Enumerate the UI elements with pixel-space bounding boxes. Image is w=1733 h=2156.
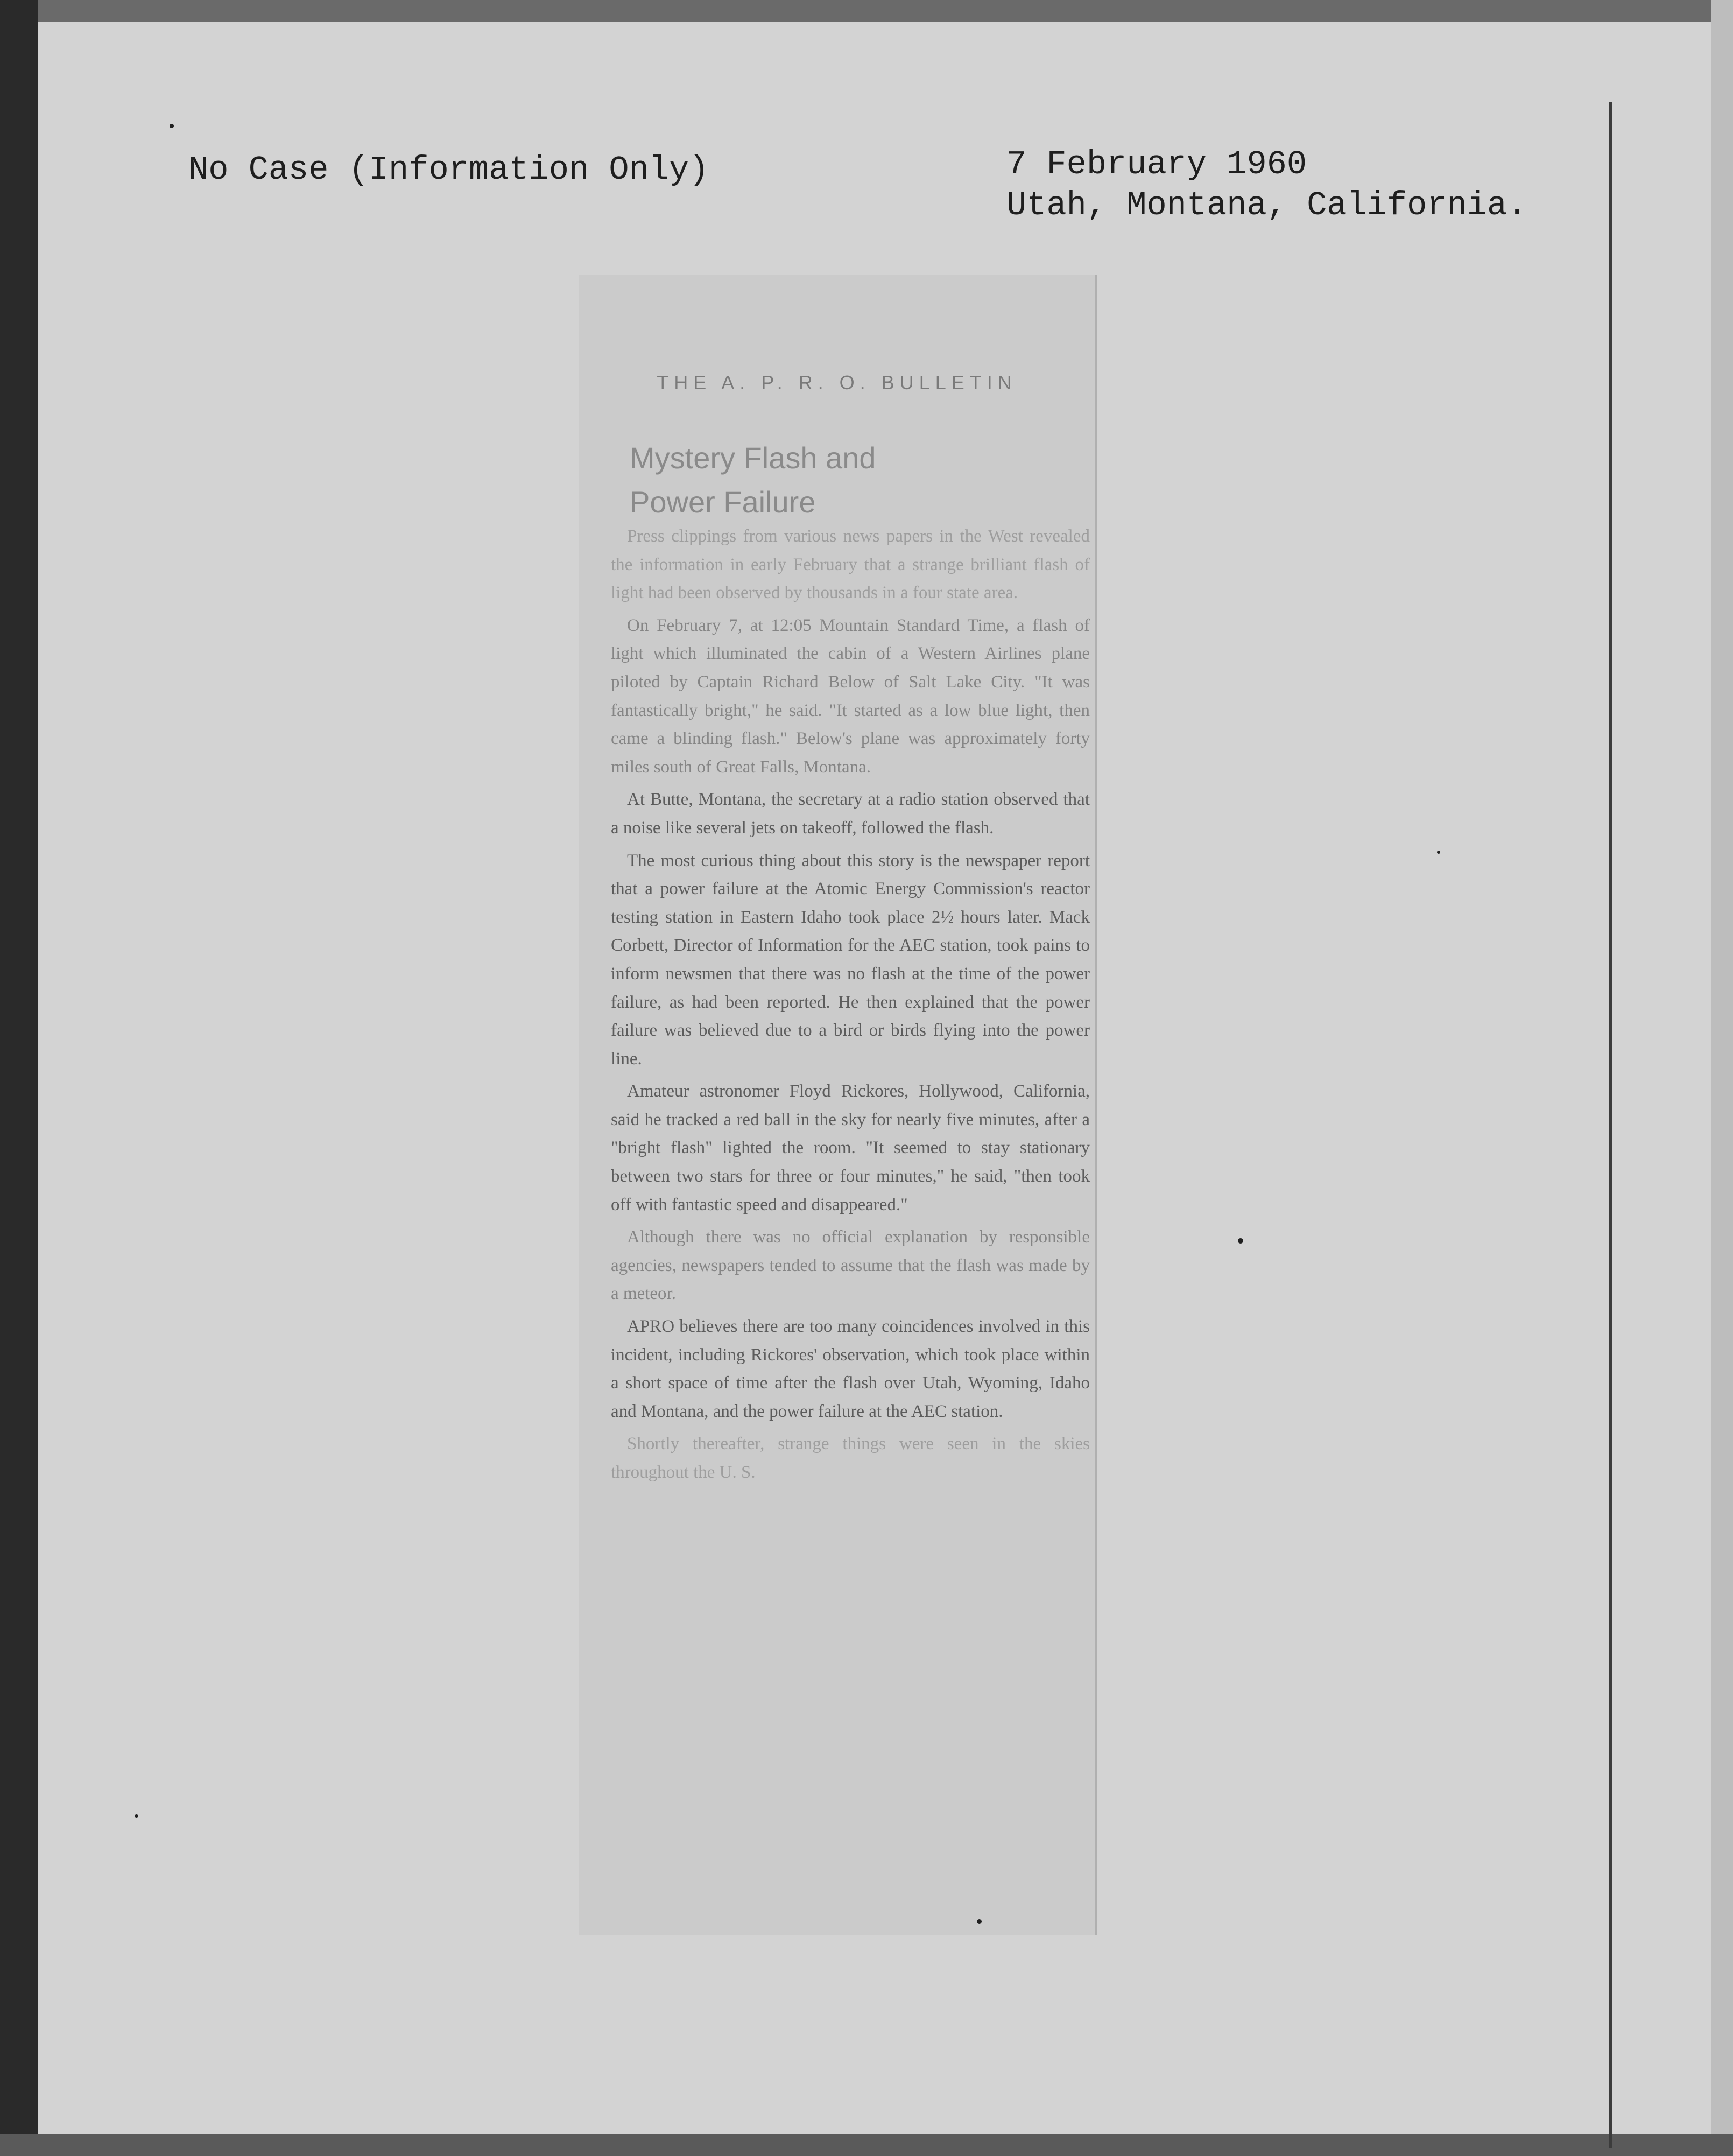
clipping-headline [630, 436, 1006, 524]
article-paragraph-1: Press clippings from various news papers in the West revealed the information in early February that a strange brilliant flash of light had been observed by thousands in a four state area. [611, 526, 1090, 603]
article-paragraph-4: The most curious thing about this story is the newspaper report that a power failure at the Atomic Energy Commission's reactor testing station in Eastern Idaho took place 2½ hours later. Mack Corbett, Director of Information for the AEC station, took pains to inform newsmen that there was no flash at the time of the power failure, as had been reported. He then explained that the power failure was believed due to a bird or birds flying into the power line. [611, 851, 1090, 1069]
scan-speck [170, 124, 174, 128]
scan-border-bottom [0, 2134, 1733, 2156]
clipping-article-body [611, 522, 1090, 1491]
article-paragraph-5: Amateur astronomer Floyd Rickores, Hollywood, California, said he tracked a red ball in the sky for nearly five minutes, after a "bright flash" lighted the room. "It seemed to stay stationary between two stars for three or four minutes," he said, "then took off with fantastic speed and disappeared." [611, 1081, 1090, 1214]
article-paragraph-8: Shortly thereafter, strange things were seen in the skies throughout the U. S. [611, 1434, 1090, 1482]
clipping-masthead: THE A. P. R. O. BULLETIN [657, 371, 1017, 394]
scan-border-top [0, 0, 1733, 22]
report-locations: Utah, Montana, California. [1006, 186, 1527, 224]
date-location-block [1006, 144, 1527, 226]
page-right-rule [1609, 102, 1612, 2148]
report-date: 7 February 1960 [1006, 145, 1307, 184]
scan-speck [1238, 1238, 1243, 1244]
article-paragraph-3: At Butte, Montana, the secretary at a radio station observed that a noise like several jets on takeoff, followed the flash. [611, 790, 1090, 838]
scan-speck [1437, 851, 1440, 854]
scan-border-right [1711, 0, 1733, 2156]
case-label: No Case (Information Only) [188, 151, 709, 189]
article-paragraph-6: Although there was no official explanation by responsible agencies, newspapers tended to assume that the flash was made by a meteor. [611, 1227, 1090, 1304]
headline-line-2: Power Failure [630, 485, 816, 519]
article-paragraph-2: On February 7, at 12:05 Mountain Standard Time, a flash of light which illuminated the cabin of a Western Airlines plane piloted by Captain Richard Below of Salt Lake City. "It was fantastically bright," he said. "It started as a low blue light, then came a blinding flash." Below's plane was approximately forty miles south of Great Falls, Montana. [611, 615, 1090, 777]
scan-speck [977, 1919, 982, 1924]
scan-speck [135, 1814, 138, 1818]
headline-line-1: Mystery Flash and [630, 441, 876, 475]
scan-border-left [0, 0, 38, 2156]
document-page [38, 22, 1711, 2134]
newspaper-clipping [579, 275, 1097, 1935]
article-paragraph-7: APRO believes there are too many coincidences involved in this incident, including Rickores' observation, which took place within a short space of time after the flash over Utah, Wyoming, Idaho and Montana, and the power failure at the AEC station. [611, 1317, 1090, 1421]
